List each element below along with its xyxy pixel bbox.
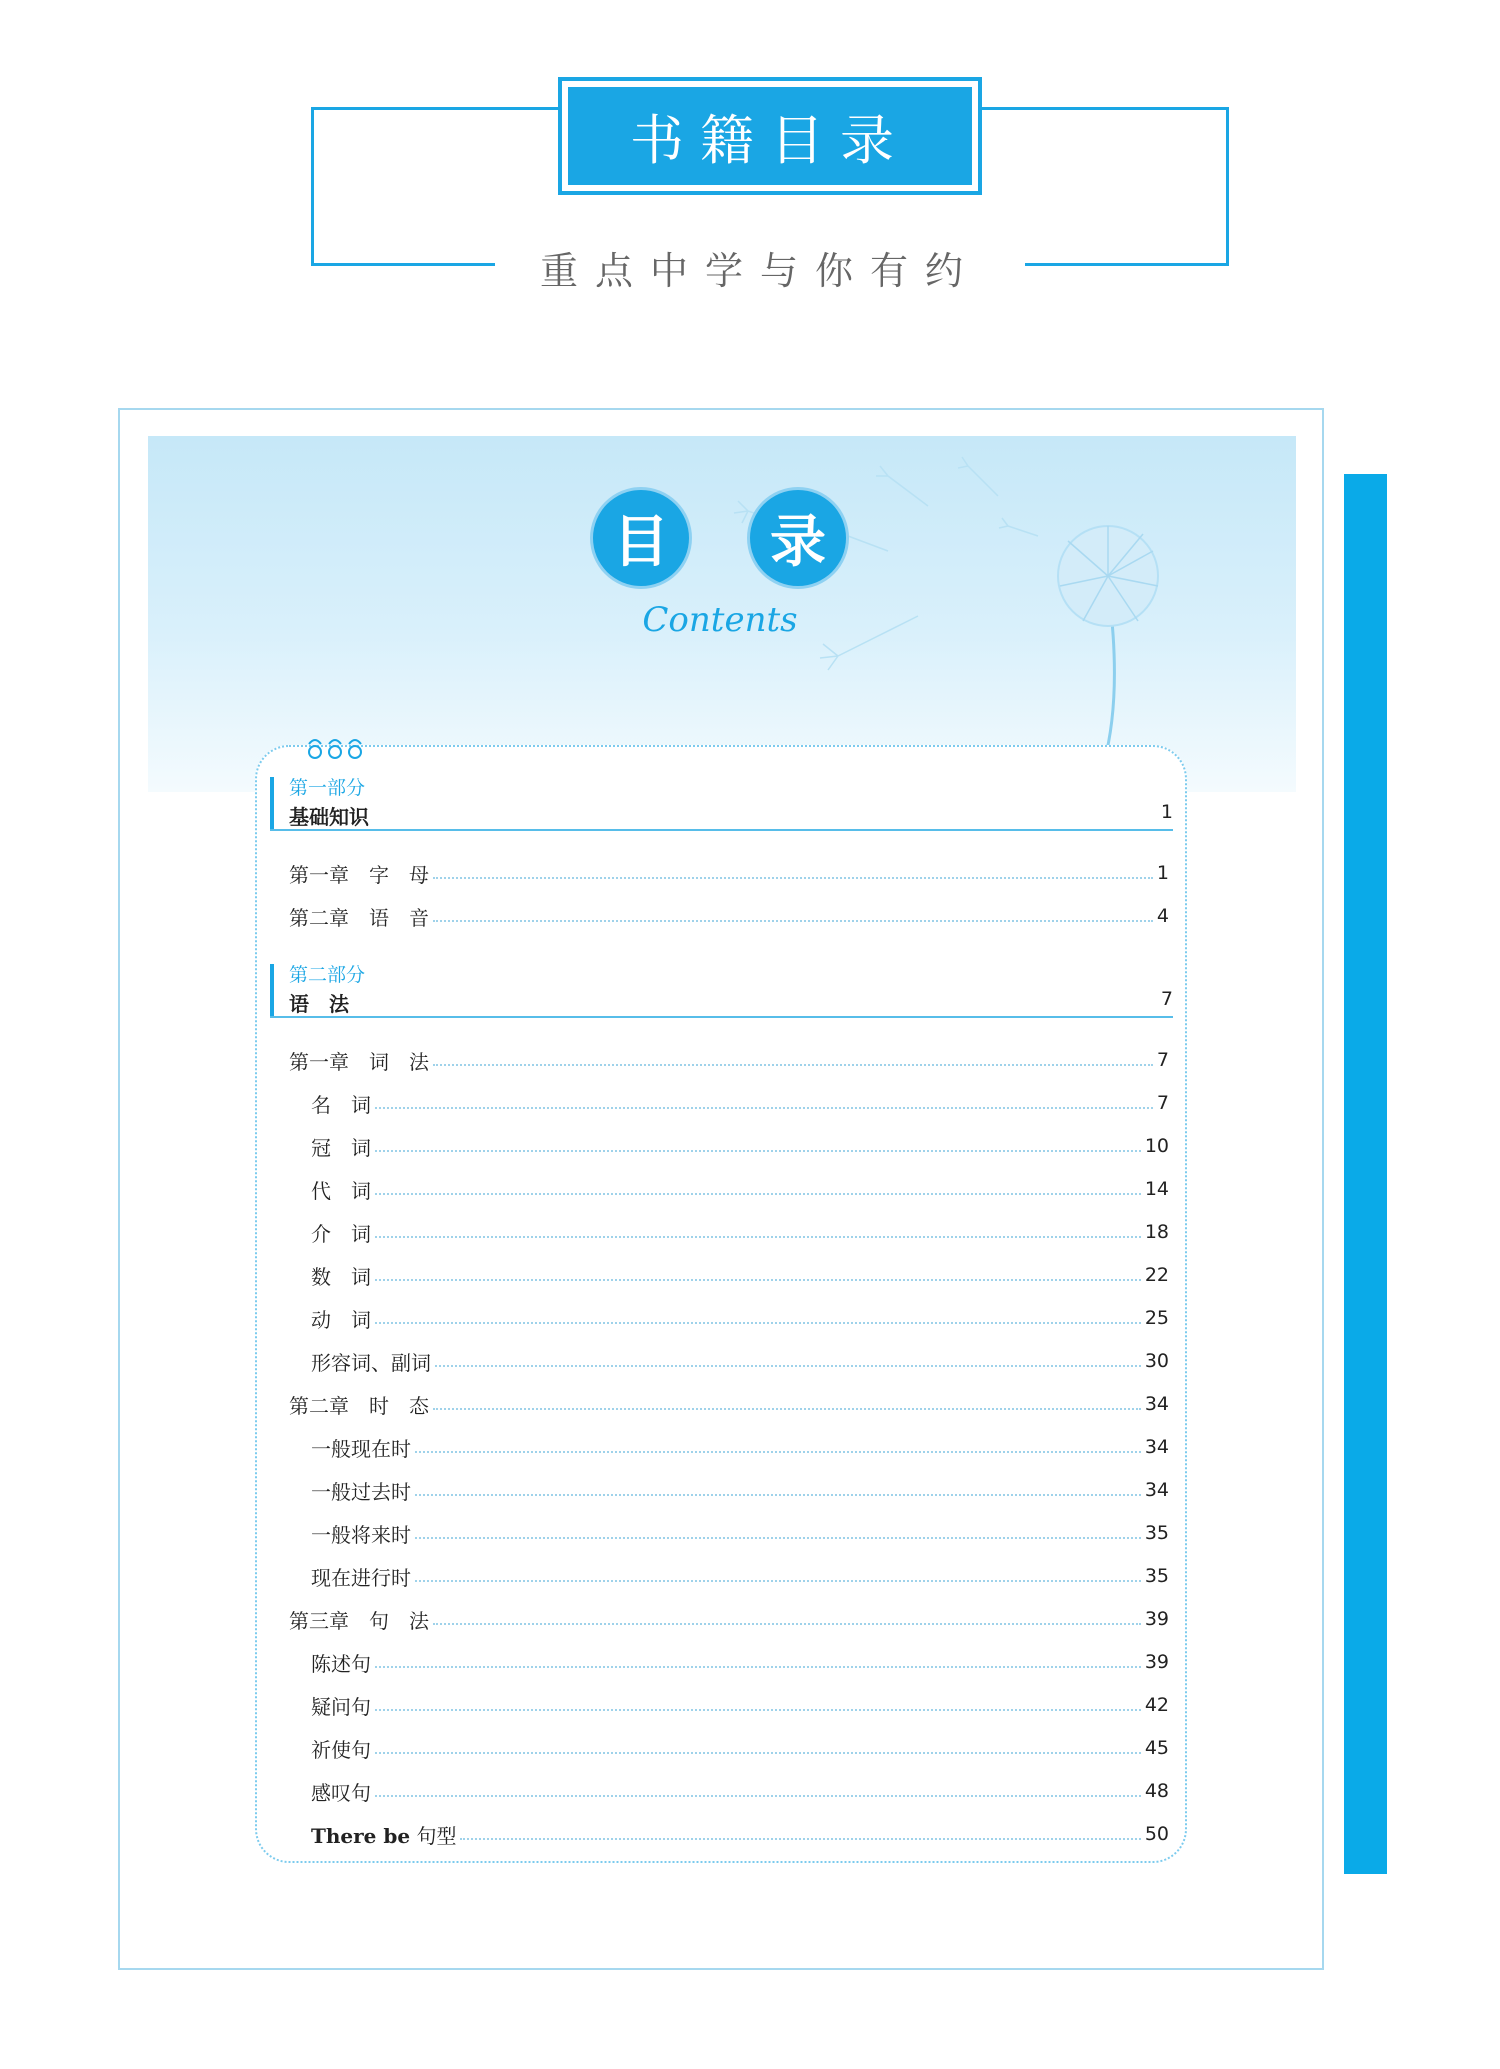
leader-dots [433, 877, 1153, 879]
toc-entry-page: 1 [1153, 862, 1169, 884]
toc-entry[interactable] [289, 1044, 1169, 1076]
part-accent-bar [270, 777, 274, 829]
leader-dots [375, 1666, 1141, 1668]
toc-entry-label: 现在进行时 [289, 1562, 415, 1591]
part-title: 语 法 [289, 992, 349, 1016]
toc-entry-label: 陈述句 [289, 1648, 375, 1677]
toc-entry[interactable] [289, 1345, 1169, 1377]
toc-entry[interactable] [289, 1130, 1169, 1162]
toc-entry-label: 名 词 [289, 1089, 375, 1118]
leader-dots [433, 1623, 1141, 1625]
toc-entry-page: 48 [1141, 1780, 1169, 1802]
toc-entry-label: 动 词 [289, 1304, 375, 1333]
toc-entry-page: 7 [1153, 1049, 1169, 1071]
toc-entry[interactable] [289, 1216, 1169, 1248]
leader-dots [375, 1107, 1153, 1109]
toc-entry[interactable] [289, 1259, 1169, 1291]
toc-entry-label-en: There be [311, 1823, 411, 1848]
toc-entry-label: 一般将来时 [289, 1519, 415, 1548]
toc-entry-label: 第二章 语 音 [289, 902, 433, 931]
toc-entry[interactable] [289, 1775, 1169, 1807]
part-accent-bar [270, 964, 274, 1016]
part-divider [270, 829, 1173, 831]
part-page-number: 7 [1160, 988, 1173, 1010]
toc-entry-page: 25 [1141, 1307, 1169, 1329]
banner-title-box [558, 77, 982, 195]
toc-entry-page: 14 [1141, 1178, 1169, 1200]
toc-entry-page: 34 [1141, 1479, 1169, 1501]
leader-dots [415, 1537, 1141, 1539]
toc-entry[interactable] [289, 1603, 1169, 1635]
leader-dots [375, 1236, 1141, 1238]
toc-part-2 [270, 960, 1173, 1020]
toc-entry[interactable] [289, 1302, 1169, 1334]
leader-dots [375, 1150, 1141, 1152]
toc-entry-page: 35 [1141, 1565, 1169, 1587]
toc-entry-page: 30 [1141, 1350, 1169, 1372]
part-label: 第二部分 [289, 964, 366, 986]
leader-dots [460, 1838, 1140, 1840]
toc-part-1 [270, 773, 1173, 833]
toc-entry-label: 形容词、副词 [289, 1347, 435, 1376]
toc-entry-page: 7 [1153, 1092, 1169, 1114]
leader-dots [415, 1494, 1141, 1496]
leader-dots [375, 1279, 1141, 1281]
toc-entry[interactable] [289, 1173, 1169, 1205]
toc-entry-page: 34 [1141, 1393, 1169, 1415]
leader-dots [375, 1752, 1141, 1754]
leader-dots [375, 1193, 1141, 1195]
leader-dots [433, 1064, 1153, 1066]
banner-subtitle: 重点中学与你有约 [539, 249, 980, 293]
ring-binder-icon [305, 734, 365, 764]
toc-entry[interactable] [289, 1818, 1169, 1850]
toc-entry[interactable] [289, 900, 1169, 932]
toc-entry[interactable] [289, 1474, 1169, 1506]
toc-entry[interactable] [289, 1646, 1169, 1678]
leader-dots [433, 1408, 1141, 1410]
toc-entry-label: 疑问句 [289, 1691, 375, 1720]
mu-char-icon: 目 [593, 490, 689, 586]
toc-entry-label: 数 词 [289, 1261, 375, 1290]
toc-entry-page: 35 [1141, 1522, 1169, 1544]
toc-entry-page: 10 [1141, 1135, 1169, 1157]
toc-entry-label-cn: 句型 [410, 1823, 457, 1848]
part-divider [270, 1016, 1173, 1018]
toc-entry[interactable] [289, 1431, 1169, 1463]
toc-entry-label: 祈使句 [289, 1734, 375, 1763]
toc-entry[interactable] [289, 1560, 1169, 1592]
toc-entry-label: 第二章 时 态 [289, 1390, 433, 1419]
toc-entry[interactable] [289, 1388, 1169, 1420]
toc-entry-label [289, 1820, 460, 1849]
part-title: 基础知识 [289, 805, 369, 829]
part-label: 第一部分 [289, 777, 366, 799]
toc-entry-page: 39 [1141, 1608, 1169, 1630]
toc-entry-label: 冠 词 [289, 1132, 375, 1161]
toc-entry-page: 18 [1141, 1221, 1169, 1243]
leader-dots [375, 1709, 1141, 1711]
toc-entry-page: 50 [1141, 1823, 1169, 1845]
toc-entry-label: 感叹句 [289, 1777, 375, 1806]
toc-entry[interactable] [289, 1732, 1169, 1764]
toc-entry[interactable] [289, 1087, 1169, 1119]
toc-entry[interactable] [289, 857, 1169, 889]
leader-dots [435, 1365, 1141, 1367]
side-blue-bar [1344, 474, 1387, 1874]
toc-entry-page: 4 [1153, 905, 1169, 927]
toc-entry-page: 34 [1141, 1436, 1169, 1458]
leader-dots [415, 1451, 1141, 1453]
leader-dots [415, 1580, 1141, 1582]
toc-entry-label: 介 词 [289, 1218, 375, 1247]
toc-entry-label: 一般现在时 [289, 1433, 415, 1462]
banner-title: 书籍目录 [568, 87, 972, 185]
toc-entry-label: 代 词 [289, 1175, 375, 1204]
toc-entry-label: 第一章 字 母 [289, 859, 433, 888]
toc-entry-label: 第三章 句 法 [289, 1605, 433, 1634]
toc-entry-label: 一般过去时 [289, 1476, 415, 1505]
lu-char-icon: 录 [750, 490, 846, 586]
toc-entry-page: 45 [1141, 1737, 1169, 1759]
toc-entry-label: 第一章 词 法 [289, 1046, 433, 1075]
leader-dots [375, 1322, 1141, 1324]
leader-dots [433, 920, 1153, 922]
toc-entry-page: 39 [1141, 1651, 1169, 1673]
leader-dots [375, 1795, 1141, 1797]
toc-entry[interactable] [289, 1689, 1169, 1721]
toc-entry-page: 42 [1141, 1694, 1169, 1716]
part-page-number: 1 [1160, 801, 1173, 823]
toc-entry[interactable] [289, 1517, 1169, 1549]
toc-entry-page: 22 [1141, 1264, 1169, 1286]
contents-title: Contents [642, 600, 798, 640]
